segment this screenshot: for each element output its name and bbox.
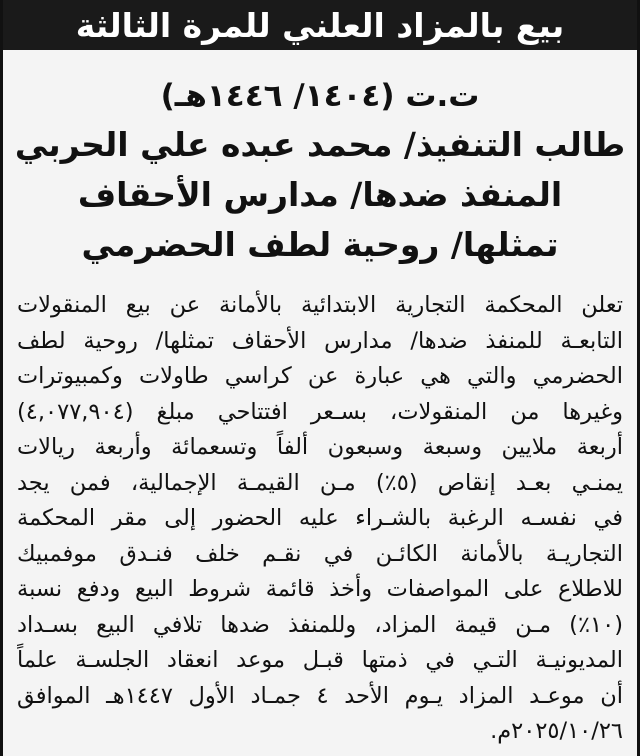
body-line: التجاريـة بالأمانة الكائـن في نقـم خلف فنـدق موفمبيك (17, 540, 623, 567)
body-line: المديونيـة التـي في ذمتها قبـل موعد انعقاد الجلسـة علماً (17, 647, 623, 673)
notice-headings (3, 50, 637, 270)
respondent-line: المنفذ ضدها/ مدارس الأحقاف (77, 175, 563, 214)
body-line: أن موعـد المزاد يـوم الأحد ٤ جمـاد الأول ١٤٤٧هـ الموافق (17, 682, 623, 709)
case-number: ت.ت (١٤٠٤/ ١٤٤٦هـ) (160, 78, 480, 114)
petitioner-line: طالب التنفيذ/ محمد عبده علي الحربي (14, 125, 626, 164)
notice-body (3, 270, 637, 750)
body-line: للاطلاع على المواصفات وأخذ قائمة شروط البيع ودفع نسبة (17, 576, 623, 602)
body-line: أربعة ملايين وسبعة وسبعون ألفاً وتسعمائة وأربعة ريالات (17, 434, 623, 460)
body-line: التابعـة للمنفذ ضدها/ مدارس الأحقاف تمثلها/ روحية لطف (17, 327, 623, 354)
body-line: تعلن المحكمة التجارية الابتدائية بالأمانة عن بيع المنقولات (17, 292, 623, 318)
body-line-last: ٢٠٢٥/١٠/٢٦م. (490, 718, 623, 744)
body-line: يمنـي بعـد إنقاص (٥٪) مـن القيمـة الإجمالية، فمن يجد (17, 469, 623, 496)
body-line: (١٠٪) مـن قيمة المزاد، وللمنفذ ضدها تلافي البيع بسـداد (17, 611, 623, 638)
body-line: الحضرمي والتي هي عبارة عن كراسي طاولات وكمبيوترات (17, 363, 623, 389)
representative-line: تمثلها/ روحية لطف الحضرمي (81, 225, 559, 264)
notice-banner: بيع بالمزاد العلني للمرة الثالثة (3, 0, 637, 50)
body-line: في نفسـه الرغبة بالشـراء عليه الحضور إلى مقر المحكمة (17, 505, 623, 531)
body-line: وغيرها من المنقولات، بسـعر افتتاحي مبلغ (٤,٠٧٧,٩٠٤) (17, 398, 623, 425)
